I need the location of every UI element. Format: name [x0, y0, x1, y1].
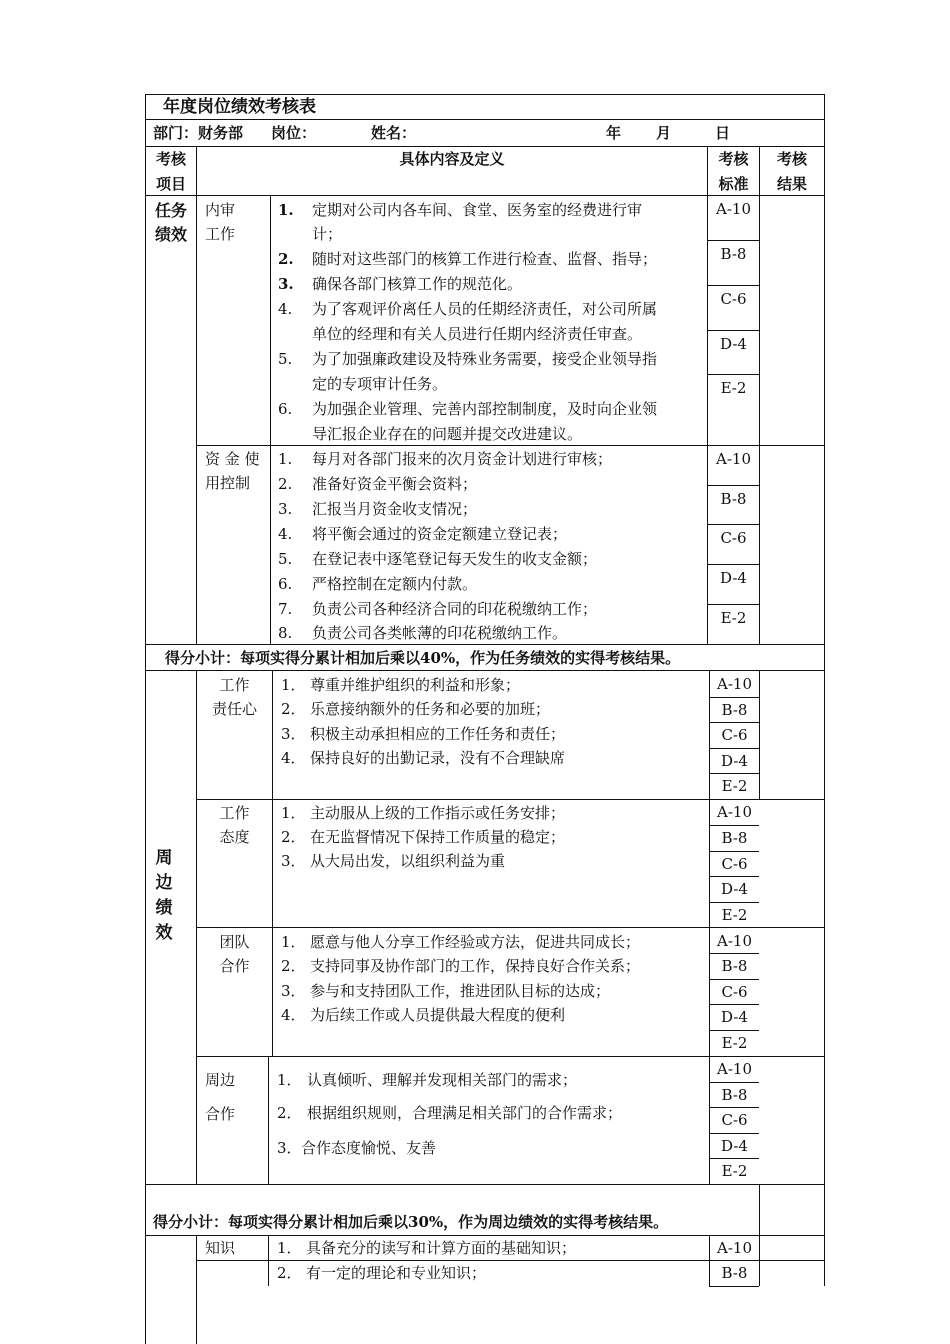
- coop-item-text: 合作态度愉悦、友善: [301, 1139, 437, 1157]
- grade-d: D-4: [721, 880, 748, 898]
- audit-item-text: 导汇报企业存在的问题并提交改进建议。: [312, 425, 583, 443]
- table-border-right: [824, 94, 825, 1286]
- col-divider: [759, 1235, 760, 1286]
- grade-a: A-10: [717, 1060, 752, 1078]
- coop-item-num: 2．: [277, 1104, 302, 1122]
- knowledge-item-text: 具备充分的读写和计算方面的基础知识；: [306, 1239, 577, 1257]
- grade-c: C-6: [720, 290, 747, 308]
- peripheral-subtotal: 得分小计：每项实得分累计相加后乘以30%，作为周边绩效的实得考核结果。: [153, 1213, 669, 1231]
- team-sub-l1: 团队: [219, 933, 250, 951]
- grade-c: C-6: [721, 855, 748, 873]
- grade-a: A-10: [717, 675, 752, 693]
- name-label: 姓名：: [371, 124, 417, 142]
- col-divider: [272, 670, 273, 1056]
- grade-a: A-10: [717, 932, 752, 950]
- audit-item-num: 5.: [278, 350, 293, 368]
- audit-item-text: 为了客观评价离任人员的任期经济责任，对公司所属: [312, 300, 658, 318]
- audit-item-num: 4.: [278, 300, 293, 318]
- grade-b: B-8: [720, 245, 747, 263]
- knowledge-item-num: 1．: [277, 1239, 302, 1257]
- coop-item-text: 认真倾听、理解并发现相关部门的需求；: [307, 1071, 578, 1089]
- header-res-l2: 结果: [776, 175, 807, 193]
- grade-e: E-2: [721, 1034, 748, 1052]
- audit-item-text: 定的专项审计任务。: [312, 375, 448, 393]
- audit-item-num: 3.: [278, 275, 294, 293]
- table-border-left: [145, 94, 146, 1344]
- col-divider: [196, 146, 197, 644]
- header-content: 具体内容及定义: [399, 150, 505, 168]
- audit-item-text: 为了加强廉政建设及特殊业务需要，接受企业领导指: [312, 350, 658, 368]
- grade-e: E-2: [721, 1162, 748, 1180]
- day-label: 日: [715, 124, 731, 142]
- attitude-item-text: 从大局出发，以组织利益为重: [310, 852, 506, 870]
- fund-item-num: 5.: [278, 550, 293, 568]
- grade-a: A-10: [716, 450, 751, 468]
- task-category-l2: 绩效: [154, 225, 187, 244]
- audit-item-num: 2.: [278, 250, 294, 268]
- grade-c: C-6: [721, 726, 748, 744]
- resp-item-num: 4．: [281, 749, 306, 767]
- grade-d: D-4: [721, 1137, 748, 1155]
- grade-b: B-8: [720, 490, 747, 508]
- attitude-item-num: 2．: [281, 828, 306, 846]
- col-divider: [196, 1235, 197, 1344]
- grade-c: C-6: [720, 529, 747, 547]
- row-divider: [145, 1184, 825, 1185]
- col-divider: [759, 670, 760, 799]
- audit-item-text: 单位的经理和有关人员进行任期内经济责任审查。: [312, 325, 643, 343]
- coop-sub-l1: 周边: [205, 1071, 236, 1089]
- grade-b: B-8: [721, 829, 748, 847]
- col-divider: [196, 670, 197, 1184]
- fund-item-text: 准备好资金平衡会资料；: [312, 475, 478, 493]
- resp-item-text: 乐意接纳额外的任务和必要的加班；: [310, 700, 551, 718]
- grade-a: A-10: [716, 200, 751, 218]
- fund-item-text: 每月对各部门报来的次月资金计划进行审核；: [312, 450, 613, 468]
- fund-sub-l2: 用控制: [205, 474, 251, 492]
- grade-divider: [707, 374, 759, 375]
- fund-item-num: 8.: [278, 624, 293, 642]
- audit-item-text: 随时对这些部门的核算工作进行检查、监督、指导；: [312, 250, 658, 268]
- coop-item-text: 根据组织规则，合理满足相关部门的合作需求；: [307, 1104, 623, 1122]
- fund-item-text: 负责公司各种经济合同的印花税缴纳工作；: [312, 600, 598, 618]
- resp-item-text: 保持良好的出勤记录，没有不合理缺席: [310, 749, 566, 767]
- grade-divider: [707, 240, 759, 241]
- team-item-num: 4．: [281, 1006, 306, 1024]
- fund-item-num: 6.: [278, 575, 293, 593]
- task-subtotal: 得分小计：每项实得分累计相加后乘以40%，作为任务绩效的实得考核结果。: [165, 649, 681, 667]
- col-divider: [759, 1184, 760, 1235]
- grade-divider: [707, 524, 759, 525]
- fund-item-num: 2.: [278, 475, 293, 493]
- grade-divider: [707, 564, 759, 565]
- attitude-sub-l1: 工作: [219, 804, 250, 822]
- peripheral-category-char: 绩: [155, 898, 173, 918]
- peripheral-category-char: 效: [155, 923, 173, 943]
- coop-sub-l2: 合作: [205, 1105, 236, 1123]
- grade-e: E-2: [721, 777, 748, 795]
- audit-item-text: 为加强企业管理、完善内部控制制度，及时向企业领: [312, 400, 658, 418]
- team-item-num: 2．: [281, 957, 306, 975]
- grade-divider: [709, 1286, 759, 1287]
- fund-item-text: 在登记表中逐笔登记每天发生的收支金额；: [312, 550, 598, 568]
- team-item-text: 为后续工作或人员提供最大程度的便利: [310, 1006, 566, 1024]
- fund-item-num: 3.: [278, 500, 293, 518]
- resp-item-text: 积极主动承担相应的工作任务和责任；: [310, 725, 566, 743]
- post-label: 岗位：: [271, 124, 317, 142]
- audit-item-text: 计；: [312, 225, 343, 243]
- header-item-l2: 项目: [155, 175, 186, 193]
- year-label: 年: [606, 124, 622, 142]
- resp-item-num: 3．: [281, 725, 306, 743]
- header-item-l1: 考核: [155, 150, 186, 168]
- peripheral-category-char: 周: [155, 848, 173, 868]
- grade-e: E-2: [720, 379, 747, 397]
- grade-divider: [707, 485, 759, 486]
- grade-b: B-8: [721, 1264, 748, 1282]
- attitude-item-num: 1．: [281, 804, 306, 822]
- audit-item-text: 确保各部门核算工作的规范化。: [312, 275, 523, 293]
- grade-c: C-6: [721, 1111, 748, 1129]
- grade-c: C-6: [721, 983, 748, 1001]
- team-item-text: 支持同事及协作部门的工作，保持良好合作关系；: [310, 957, 641, 975]
- grade-d: D-4: [721, 1008, 748, 1026]
- fund-item-text: 严格控制在定额内付款。: [312, 575, 478, 593]
- team-item-text: 愿意与他人分享工作经验或方法，促进共同成长；: [310, 933, 641, 951]
- grade-d: D-4: [721, 752, 748, 770]
- coop-item-num: 1．: [277, 1071, 302, 1089]
- form-title: 年度岗位绩效考核表: [163, 97, 316, 117]
- team-item-text: 参与和支持团队工作，推进团队目标的达成；: [310, 982, 611, 1000]
- attitude-item-num: 3．: [281, 852, 306, 870]
- grade-b: B-8: [721, 1086, 748, 1104]
- col-divider: [270, 195, 271, 644]
- audit-item-num: 1.: [278, 201, 294, 219]
- resp-item-num: 2．: [281, 700, 306, 718]
- team-item-num: 1．: [281, 933, 306, 951]
- resp-sub-l2: 责任心: [211, 700, 257, 718]
- audit-sub-l2: 工作: [205, 225, 236, 243]
- fund-item-num: 4.: [278, 525, 293, 543]
- grade-e: E-2: [721, 906, 748, 924]
- fund-item-num: 7.: [278, 600, 293, 618]
- task-category-l1: 任务: [154, 201, 187, 220]
- peripheral-category-char: 边: [155, 873, 173, 893]
- grade-divider: [707, 330, 759, 331]
- fund-item-num: 1.: [278, 450, 293, 468]
- attitude-item-text: 在无监督情况下保持工作质量的稳定；: [310, 828, 566, 846]
- knowledge-item-num: 2．: [277, 1264, 302, 1282]
- fund-item-text: 将平衡会通过的资金定额建立登记表；: [312, 525, 568, 543]
- col-divider: [268, 1056, 269, 1184]
- grade-a: A-10: [717, 1239, 752, 1257]
- attitude-item-text: 主动服从上级的工作指示或任务安排；: [310, 804, 566, 822]
- dept-label: 部门：财务部: [153, 124, 244, 142]
- header-std-l2: 标准: [718, 175, 749, 193]
- resp-item-text: 尊重并维护组织的利益和形象；: [310, 676, 521, 694]
- audit-sub-l1: 内审: [205, 201, 236, 219]
- knowledge-item-text: 有一定的理论和专业知识；: [306, 1264, 487, 1282]
- grade-divider: [707, 604, 759, 605]
- knowledge-sub: 知识: [205, 1239, 236, 1257]
- fund-item-text: 负责公司各类帐薄的印花税缴纳工作。: [312, 624, 568, 642]
- header-res-l1: 考核: [776, 150, 807, 168]
- grade-divider: [707, 285, 759, 286]
- resp-sub-l1: 工作: [219, 676, 250, 694]
- grade-b: B-8: [721, 701, 748, 719]
- fund-sub-l1: 资 金 使: [205, 450, 260, 468]
- col-divider: [268, 1235, 269, 1286]
- audit-item-num: 6.: [278, 400, 293, 418]
- grade-a: A-10: [717, 803, 752, 821]
- month-label: 月: [656, 124, 672, 142]
- team-sub-l2: 合作: [219, 957, 250, 975]
- col-divider: [759, 146, 760, 644]
- grade-b: B-8: [721, 957, 748, 975]
- fund-item-text: 汇报当月资金收支情况；: [312, 500, 478, 518]
- audit-item-text: 定期对公司内各车间、食堂、医务室的经费进行审: [312, 201, 643, 219]
- grade-d: D-4: [720, 335, 747, 353]
- header-std-l1: 考核: [718, 150, 749, 168]
- resp-item-num: 1．: [281, 676, 306, 694]
- team-item-num: 3．: [281, 982, 306, 1000]
- attitude-sub-l2: 态度: [219, 828, 250, 846]
- grade-d: D-4: [720, 569, 747, 587]
- coop-item-num: 3．: [277, 1139, 302, 1157]
- grade-e: E-2: [720, 609, 747, 627]
